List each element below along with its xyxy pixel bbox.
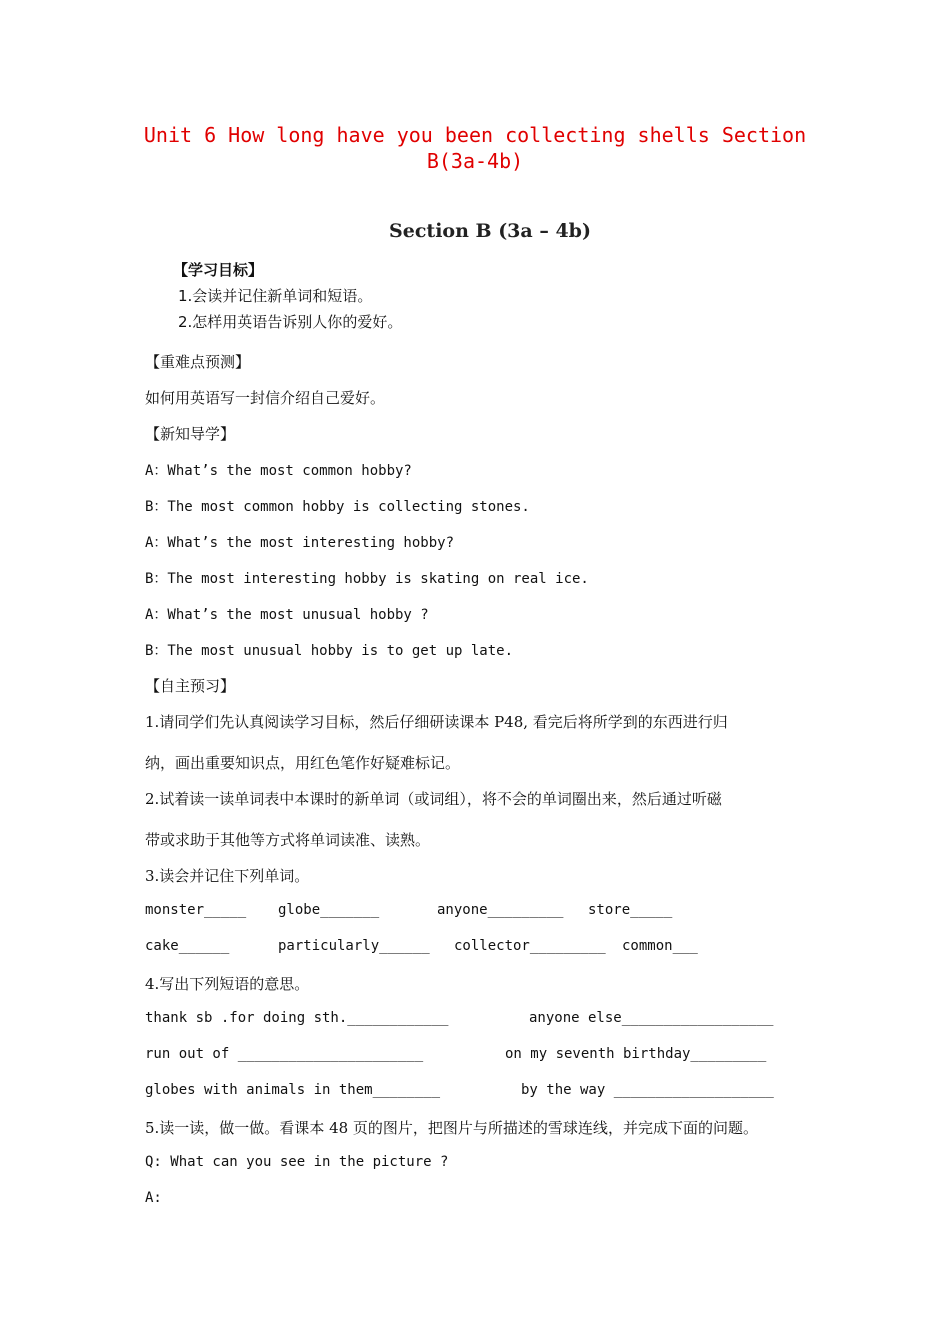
word-blank[interactable]: collector_________: [454, 938, 606, 954]
dialogue-line: A：What’s the most common hobby?: [145, 463, 412, 479]
dialogue-line: B：The most unusual hobby is to get up late.: [145, 643, 514, 659]
phrase-blank[interactable]: anyone else__________________: [529, 1010, 774, 1026]
title-line-1: Unit 6 How long have you been collecting shells Section: [143, 123, 807, 147]
preview-item-4: 4.写出下列短语的意思。: [145, 975, 310, 993]
keypoints-heading: 【重难点预测】: [145, 353, 251, 371]
newknowledge-heading: 【新知导学】: [145, 425, 236, 443]
goal-item-2: 2.怎样用英语告诉别人你的爱好。: [178, 313, 403, 331]
dialogue-line: B：The most interesting hobby is skating on real ice.: [145, 571, 589, 587]
word-blank[interactable]: globe_______: [278, 902, 380, 918]
section-subtitle: Section B (3a – 4b): [389, 220, 591, 242]
phrase-blank[interactable]: globes with animals in them________: [145, 1082, 441, 1098]
preview-item-2b: 带或求助于其他等方式将单词读准、读熟。: [145, 831, 431, 849]
keypoints-text: 如何用英语写一封信介绍自己爱好。: [145, 389, 386, 407]
phrase-blank[interactable]: on my seventh birthday_________: [505, 1046, 767, 1062]
phrase-blank[interactable]: thank sb .for doing sth.____________: [145, 1010, 449, 1026]
title-line-2: B(3a-4b): [426, 149, 524, 173]
dialogue-line: A：What’s the most interesting hobby?: [145, 535, 455, 551]
phrase-blank[interactable]: run out of ______________________: [145, 1046, 424, 1062]
word-blank[interactable]: common___: [622, 938, 698, 954]
word-blank[interactable]: anyone_________: [437, 902, 564, 918]
preview-heading: 【自主预习】: [145, 677, 236, 695]
word-blank[interactable]: store_____: [588, 902, 673, 918]
dialogue-line: A：What’s the most unusual hobby ?: [145, 607, 429, 623]
page-title: [120, 122, 830, 174]
word-blank[interactable]: monster_____: [145, 902, 247, 918]
preview-item-1a: 1.请同学们先认真阅读学习目标，然后仔细研读课本 P48, 看完后将所学到的东西进行归: [145, 713, 728, 731]
preview-item-3: 3.读会并记住下列单词。: [145, 867, 310, 885]
question-line: Q: What can you see in the picture ?: [145, 1154, 449, 1170]
preview-item-5: 5.读一读，做一做。看课本 48 页的图片，把图片与所描述的雪球连线，并完成下面的问题。: [145, 1119, 758, 1137]
dialogue-line: B：The most common hobby is collecting stones.: [145, 499, 530, 515]
goal-item-1: 1.会读并记住新单词和短语。: [178, 287, 373, 305]
goals-heading: 【学习目标】: [173, 261, 264, 279]
preview-item-2a: 2.试着读一读单词表中本课时的新单词（或词组），将不会的单词圈出来，然后通过听磁: [145, 790, 722, 808]
word-blank[interactable]: particularly______: [278, 938, 430, 954]
word-blank[interactable]: cake______: [145, 938, 230, 954]
phrase-blank[interactable]: by the way ___________________: [521, 1082, 774, 1098]
answer-line[interactable]: A:: [145, 1190, 162, 1206]
preview-item-1b: 纳，画出重要知识点，用红色笔作好疑难标记。: [145, 754, 461, 772]
